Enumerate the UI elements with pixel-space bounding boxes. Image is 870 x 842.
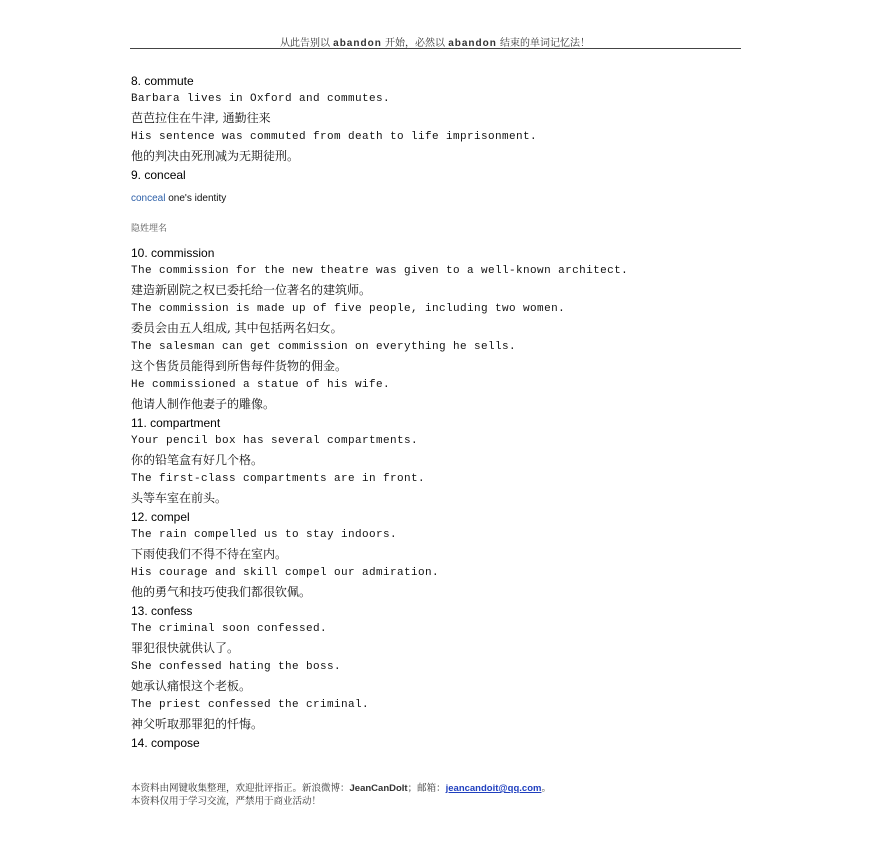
english-sentence: The criminal soon confessed. (131, 623, 328, 635)
footer-line-1 (131, 782, 551, 795)
chinese-translation: 下雨使我们不得不待在室内。 (131, 547, 288, 561)
chinese-translation: 她承认痛恨这个老板。 (131, 679, 252, 693)
footer-email-link[interactable]: jeancandoit@qq.com (445, 783, 542, 794)
chinese-translation: 他的判决由死刑减为无期徒刑。 (131, 149, 300, 163)
chinese-translation: 他请人制作他妻子的雕像。 (131, 397, 276, 411)
english-sentence: The salesman can get commission on everything he sells. (131, 341, 517, 353)
english-sentence: Your pencil box has several compartments. (131, 435, 419, 447)
header-word-2: abandon (448, 38, 497, 49)
footer-prefix: 本资料由网键收集整理，欢迎批评指正。新浪微博： (131, 783, 350, 794)
english-sentence: The priest confessed the criminal. (131, 699, 370, 711)
phrase-line (131, 184, 751, 214)
english-sentence: She confessed hating the boss. (131, 661, 342, 673)
english-sentence: The commission is made up of five people, including two women. (131, 303, 566, 315)
chinese-translation: 罪犯很快就供认了。 (131, 641, 240, 655)
english-sentence: His courage and skill compel our admiration. (131, 567, 440, 579)
chinese-translation: 这个售货员能得到所售每件货物的佣金。 (131, 359, 348, 373)
word-heading: 9. conceal (131, 168, 186, 182)
footer-line-2: 本资料仅用于学习交流，严禁用于商业活动！ (131, 796, 322, 807)
footer-suffix: 。 (541, 783, 551, 794)
chinese-translation: 头等车室在前头。 (131, 491, 228, 505)
word-heading: 10. commission (131, 246, 215, 260)
chinese-translation: 神父听取那罪犯的忏悔。 (131, 717, 264, 731)
phrase-rest: one's identity (165, 193, 227, 204)
page-header (130, 34, 740, 49)
header-divider (130, 48, 741, 49)
phrase-keyword: conceal (131, 193, 166, 204)
english-sentence: The first-class compartments are in front. (131, 473, 426, 485)
chinese-translation: 建造新剧院之权已委托给一位著名的建筑师。 (131, 283, 372, 297)
english-sentence: His sentence was commuted from death to life imprisonment. (131, 131, 538, 143)
header-text-3: 结束的单词记忆法！ (500, 38, 591, 49)
english-sentence: The rain compelled us to stay indoors. (131, 529, 398, 541)
word-heading: 12. compel (131, 510, 190, 524)
word-heading: 11. compartment (131, 416, 221, 430)
header-text-2: 开始，必然以 (385, 38, 445, 49)
english-sentence: Barbara lives in Oxford and commutes. (131, 93, 391, 105)
header-word-1: abandon (333, 38, 382, 49)
chinese-translation: 他的勇气和技巧使我们都很钦佩。 (131, 585, 312, 599)
chinese-translation: 你的铅笔盒有好几个格。 (131, 453, 264, 467)
word-heading: 14. compose (131, 736, 200, 750)
vocabulary-content (131, 72, 751, 752)
word-heading: 13. confess (131, 604, 193, 618)
footer-mail-label: ；邮箱： (407, 783, 446, 794)
english-sentence: He commissioned a statue of his wife. (131, 379, 391, 391)
footer-weibo: JeanCanDoIt (349, 783, 408, 794)
word-heading: 8. commute (131, 74, 194, 88)
page-footer (131, 782, 551, 808)
chinese-translation: 委员会由五人组成, 其中包括两名妇女。 (131, 321, 343, 335)
header-text-1: 从此告别以 (279, 38, 330, 49)
chinese-translation: 芭芭拉住在牛津, 通勤往来 (131, 111, 271, 125)
english-sentence: The commission for the new theatre was given to a well-known architect. (131, 265, 629, 277)
phrase-translation: 隐姓埋名 (131, 224, 168, 234)
